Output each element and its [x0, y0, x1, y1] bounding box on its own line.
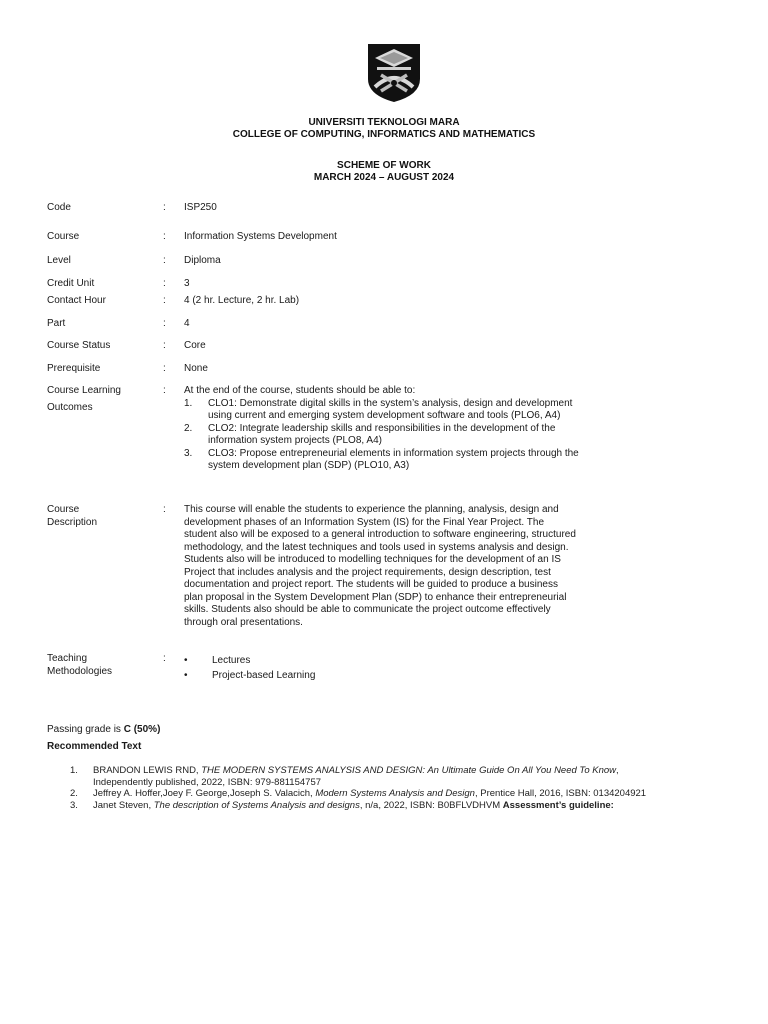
list-item [184, 655, 579, 670]
field-colon: : [163, 385, 166, 396]
field-value: 4 [184, 318, 190, 329]
field-label: Part [47, 318, 66, 329]
description-label-line1: Course [47, 504, 80, 515]
reference-details: , Prentice Hall, 2016, ISBN: 0134204921 [474, 788, 647, 799]
list-text: Lectures [212, 655, 251, 666]
field-label: Course [47, 231, 80, 242]
field-value: Diploma [184, 255, 221, 266]
field-value: ISP250 [184, 202, 217, 213]
field-colon: : [163, 363, 166, 374]
field-value: 4 (2 hr. Lecture, 2 hr. Lab) [184, 295, 300, 306]
field-colon: : [163, 231, 166, 242]
list-text: CLO2: Integrate leadership skills and responsibilities in the development of the information system projects (PLO8, A4) [208, 422, 556, 446]
field-colon: : [163, 202, 166, 213]
field-colon: : [163, 504, 166, 515]
clo-list [184, 398, 579, 473]
teaching-list [184, 655, 579, 685]
list-item [184, 670, 579, 685]
description-text: This course will enable the students to experience the planning, analysis, design and development phases of an Information System (IS) for the Final Year Project. The student also will be exposed to a general introduction to software engineering, structured methodology, and the latest techniques and tools used in systems analysis and design. Students also will be introduced to modelling techniques for the development of an IS Project that includes analysis and the project requirements, design description, test documentation and project report. The students will be guided to produce a business plan proposal in the System Development Plan (SDP) to enhance their entrepreneurial skills. Students also should be able to communicate the project outcome effectively through oral presentations. [184, 504, 576, 628]
university-logo-icon [367, 43, 421, 103]
list-item [184, 398, 579, 423]
passing-prefix: Passing grade is [47, 724, 124, 735]
list-item [70, 788, 680, 800]
clo-label-line1: Course Learning [47, 385, 121, 396]
field-value: Information Systems Development [184, 231, 337, 242]
reference-title: THE MODERN SYSTEMS ANALYSIS AND DESIGN: An Ultimate Guide On All You Need To Know [201, 765, 617, 776]
reference-author: Janet Steven, [93, 799, 154, 811]
field-colon: : [163, 653, 166, 664]
clo-label-line2: Outcomes [47, 401, 93, 413]
description-label-line2: Description [47, 516, 98, 528]
assessment-guideline-heading: Assessment’s guideline: [502, 799, 614, 811]
list-number: 2. [70, 788, 78, 799]
reference-details: , n/a, 2022, ISBN: B0BFLVDHVM [359, 799, 503, 811]
passing-grade-value: C (50%) [123, 724, 161, 735]
reference-author: BRANDON LEWIS RND, [93, 765, 202, 776]
teaching-label-line1: Teaching [47, 653, 88, 664]
college-name: COLLEGE OF COMPUTING, INFORMATICS AND MATHEMATICS [232, 129, 536, 140]
field-label [47, 385, 147, 414]
passing-grade [47, 724, 160, 735]
reference-author: Jeffrey A. Hoffer,Joey F. George,Joseph S. Valacich, [93, 788, 316, 799]
field-value: 3 [184, 278, 190, 289]
field-colon: : [163, 318, 166, 329]
field-colon: : [163, 255, 166, 266]
field-colon: : [163, 295, 166, 306]
list-number: 3. [70, 799, 78, 811]
bullet-icon: • [184, 670, 188, 681]
field-label: Course Status [47, 340, 111, 351]
reference-title: Modern Systems Analysis and Design [315, 788, 475, 799]
list-number: 2. [184, 422, 193, 434]
list-number: 1. [184, 397, 193, 409]
reference-title: The description of Systems Analysis and designs [153, 799, 360, 811]
field-label: Level [47, 255, 71, 266]
document-period: MARCH 2024 – AUGUST 2024 [313, 172, 455, 183]
recommended-text-heading: Recommended Text [47, 741, 142, 752]
list-number: 3. [184, 447, 193, 459]
field-label: Credit Unit [47, 278, 95, 289]
field-colon: : [163, 278, 166, 289]
bullet-icon: • [184, 655, 188, 666]
list-text: CLO3: Propose entrepreneurial elements in information system projects through the system development plan (SDP) (PLO10, A3) [208, 447, 579, 471]
field-label: Code [47, 202, 71, 213]
clo-intro: At the end of the course, students should be able to: [184, 385, 416, 396]
field-label: Contact Hour [47, 295, 106, 306]
list-item [184, 423, 579, 448]
field-value: Core [184, 340, 206, 351]
teaching-label-line2: Methodologies [47, 665, 113, 677]
field-label [47, 653, 147, 678]
field-label [47, 504, 147, 529]
list-item [70, 800, 680, 812]
list-item [70, 765, 680, 788]
field-colon: : [163, 340, 166, 351]
reference-details: , Independently published, 2022, ISBN: 979-881154757 [93, 765, 619, 788]
list-number: 1. [70, 765, 78, 776]
list-item [184, 448, 579, 473]
field-label: Prerequisite [47, 363, 101, 374]
document-title: SCHEME OF WORK [337, 160, 431, 171]
list-text: Project-based Learning [212, 670, 316, 681]
clo-content [184, 385, 579, 473]
list-text: CLO1: Demonstrate digital skills in the system’s analysis, design and development using current and emerging system development software and tools (PLO6, A4) [208, 397, 573, 421]
field-value: None [184, 363, 208, 374]
reference-list [70, 765, 680, 811]
university-name: UNIVERSITI TEKNOLOGI MARA [308, 117, 460, 128]
